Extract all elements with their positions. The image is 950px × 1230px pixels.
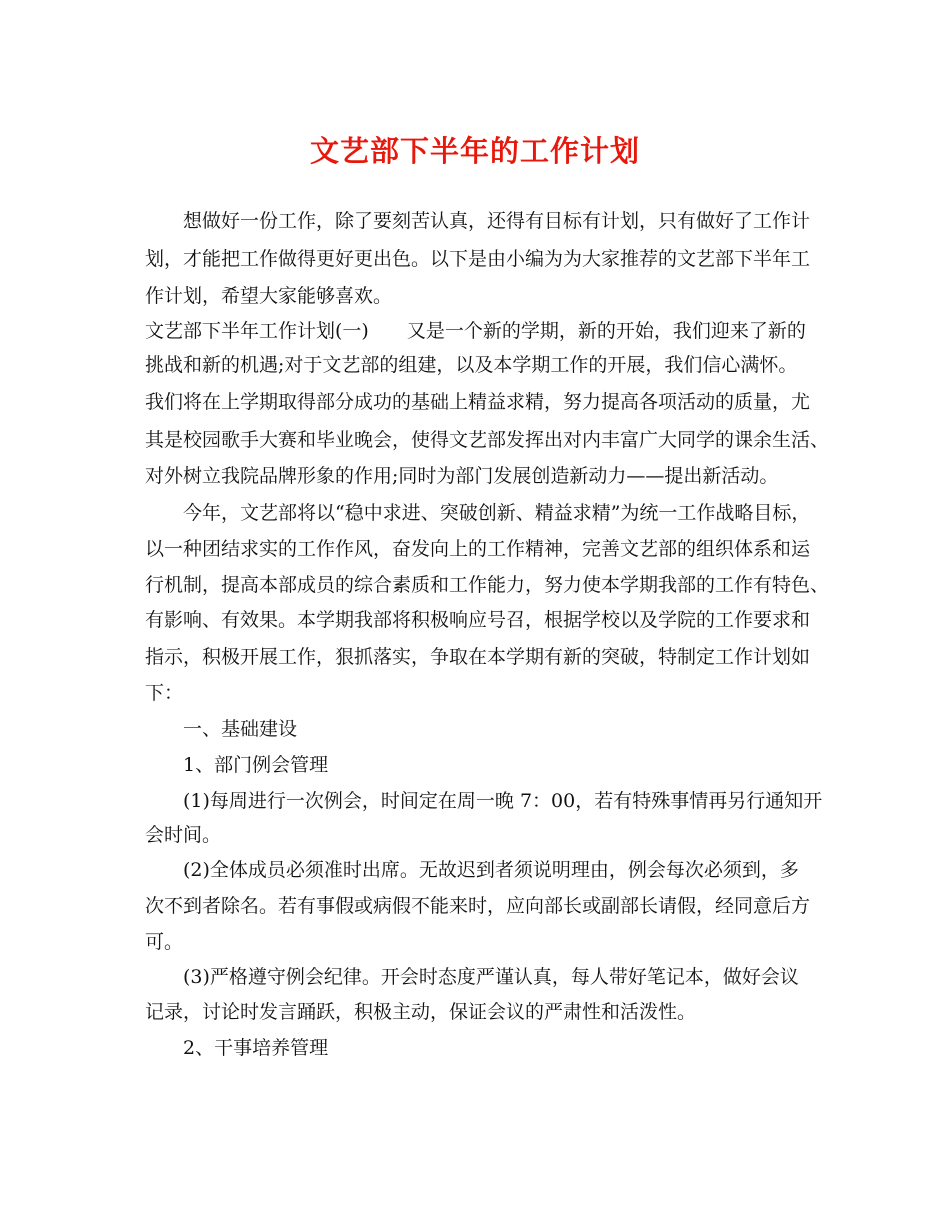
paragraph-line: (2)全体成员必须准时出席。无故迟到者须说明理由，例会每次必须到，多	[183, 859, 799, 881]
paragraph-line: 记录，讨论时发言踊跃，积极主动，保证会议的严肃性和活泼性。	[145, 1001, 697, 1023]
paragraph-line: (3)严格遵守例会纪律。开会时态度严谨认真，每人带好笔记本，做好会议	[183, 966, 799, 988]
paragraph-line: 指示，积极开展工作，狠抓落实，争取在本学期有新的突破，特制定工作计划如	[145, 646, 811, 668]
paragraph-line: 可。	[145, 931, 184, 953]
paragraph-line: 下：	[145, 682, 184, 704]
subsection-heading: 1、部门例会管理	[183, 754, 329, 776]
paragraph-line: 今年，文艺部将以“稳中求进、突破创新、精益求精”为统一工作战略目标，	[183, 502, 811, 524]
paragraph-line: 行机制，提高本部成员的综合素质和工作能力，努力使本学期我部的工作有特色、	[145, 574, 830, 596]
paragraph-line: 其是校园歌手大赛和毕业晚会，使得文艺部发挥出对内丰富广大同学的课余生活、	[145, 429, 830, 451]
document-title: 文艺部下半年的工作计划	[309, 134, 640, 168]
paragraph-line: 次不到者除名。若有事假或病假不能来时，应向部长或副部长请假，经同意后方	[145, 895, 811, 917]
paragraph-line: 以一种团结求实的工作作风，奋发向上的工作精神，完善文艺部的组织体系和运	[145, 538, 811, 560]
subsection-heading: 2、干事培养管理	[183, 1037, 329, 1059]
paragraph-line: 有影响、有效果。本学期我部将积极响应号召，根据学校以及学院的工作要求和	[145, 609, 811, 631]
paragraph-line: 我们将在上学期取得部分成功的基础上精益求精，努力提高各项活动的质量，尤	[145, 391, 811, 413]
section-heading: 一、基础建设	[183, 718, 298, 740]
paragraph-line: 对外树立我院品牌形象的作用;同时为部门发展创造新动力——提出新活动。	[145, 465, 779, 487]
paragraph-line: 文艺部下半年工作计划(一) 又是一个新的学期，新的开始，我们迎来了新的	[145, 320, 806, 342]
paragraph-line: 想做好一份工作，除了要刻苦认真，还得有目标有计划，只有做好了工作计	[183, 210, 811, 232]
paragraph-line: (1)每周进行一次例会，时间定在周一晚 7：00，若有特殊事情再另行通知开	[183, 790, 823, 812]
paragraph-line: 会时间。	[145, 824, 222, 846]
paragraph-line: 作计划，希望大家能够喜欢。	[145, 285, 393, 307]
paragraph-line: 挑战和新的机遇;对于文艺部的组建，以及本学期工作的开展，我们信心满怀。	[145, 354, 798, 376]
paragraph-line: 划，才能把工作做得更好更出色。以下是由小编为为大家推荐的文艺部下半年工	[145, 248, 811, 270]
